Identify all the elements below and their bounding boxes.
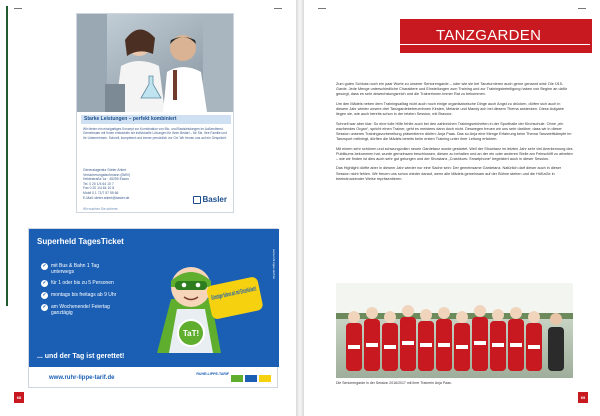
ruhr-lippe-tarif-brand: RUHR-LIPPE-TARIF bbox=[196, 372, 229, 376]
ticket-benefit-item bbox=[41, 280, 121, 287]
dance-team-photo-illustration bbox=[336, 283, 573, 378]
contact-line: Versicherungsfachmann (BWV) bbox=[83, 172, 131, 177]
basler-logo-icon bbox=[193, 196, 201, 204]
ad-photo-chemist bbox=[77, 14, 233, 112]
superhero-mascot-illustration bbox=[147, 255, 265, 353]
ticket-ad-slogan: ... und der Tag ist gerettet! bbox=[37, 353, 125, 360]
check-icon: ✓ bbox=[42, 280, 47, 286]
check-icon: ✓ bbox=[42, 292, 47, 298]
basler-ad-contact bbox=[83, 168, 193, 200]
article-body bbox=[336, 82, 573, 186]
article-paragraph: Um den Mädels neben dem Trainingsalltag nicht auch noch einige organisatorische Dinge auch Angst zu drücken, dürfen sich auch in diesem Jahr wieder unsere drei Tanzgardebetreuerinnen Kirsten, Melanie und Mandy ach bei diesem Thema anstecken. Diese Aufgabe liegen sie, wie auch bereits schon in der letzten Session, mit Bravour. bbox=[336, 101, 564, 117]
page-number-left: 68 bbox=[14, 392, 24, 403]
ticket-benefit-item bbox=[41, 263, 121, 275]
ticket-ad-url-link[interactable]: www.ruhr-lippe-tarif.de bbox=[49, 375, 115, 381]
title-underline bbox=[400, 44, 590, 45]
crop-mark bbox=[318, 8, 326, 9]
basler-insurance-ad[interactable] bbox=[76, 13, 234, 213]
basler-ad-body: Wir bieten ein einzigartiges Konzept zur Kombination von Bio- und Basisleistungen im Außendienst. Gemeinsam mit Ihnen entwickeln wir individuelle Lösungen für Ihren Bedarf – für Sie, Ihre Familie und Ihr Unternehmen. Schnell, kompetent und immer persönlich vor Ort. Wir freuen uns auf ein Gespräch! bbox=[83, 127, 227, 140]
contact-line: Heidestraße 1a · 45259 Essen bbox=[83, 177, 129, 182]
left-page bbox=[0, 0, 296, 416]
transit-logos bbox=[231, 375, 271, 382]
mascot-chest-text: TaT! bbox=[182, 329, 200, 338]
article-paragraph: Das Highlight dürfte aber in diesem Jahr wieder nur eine Sache sein: Der gemeinsame Gardetanz. Natürlich darf dieser auch in dieser Session nicht fehlen. Wir freuen uns schon wieder darauf, wenn alle Mädels gemeinsam auf der Bühne stehen und die HöKaGe in beeindruckender Weise repräsentieren. bbox=[336, 166, 562, 181]
contact-line: Fax 0 20 1/4 64 10 8 bbox=[83, 186, 115, 191]
basler-logo-text: Basler bbox=[202, 195, 227, 204]
crop-mark bbox=[14, 8, 22, 9]
ticket-ad-side-note: www.ruhr-lippe-tarif.de bbox=[272, 249, 276, 280]
ticket-benefit-text: montags bis freitags ab 9 Uhr bbox=[51, 292, 117, 298]
ticket-benefit-text: für 1 oder bis zu 5 Personen bbox=[51, 280, 114, 286]
article-paragraph: Schnell war aber klar: So eine tolle Hilfe fehlte auch bei den zahlreichen Trainingseinheiten in der Sporthalle der Kirchschule. Ohne „ein wachendes Organ“, spricht einen Trainer, geht es meistens dann doch nicht. Deswegen freuen wir uns sehr darüber, dass wir in dieser Session unseres Trainingsvorbereitung präsentieren dürfen: Anja Paas. Das so Anja eine Menge Erfahrung beim Thema Tanzwettkämpfe im Tanzsport mitbringt, dürften die Mädels bereits beim ersten Training unter ihrer Leitung erfahren. bbox=[336, 121, 572, 142]
photo-caption: Die Seniorengarde in der Session 2016/2017 mit ihrer Trainerin Anja Paas. bbox=[336, 381, 452, 385]
basler-ad-tagline: Wir machen Sie sicherer. bbox=[83, 207, 119, 211]
ticket-benefit-text: am Wochenende/ Feiertag ganztägig bbox=[51, 304, 110, 316]
page-gutter bbox=[296, 0, 304, 416]
contact-email[interactable]: E-Mail: dieter.ahlert@basler.de bbox=[83, 195, 130, 200]
section-title: TANZGARDEN bbox=[400, 19, 592, 53]
ticket-benefit-item bbox=[41, 304, 121, 316]
crop-mark bbox=[578, 8, 586, 9]
article-paragraph: Zum guten Schluss noch ein paar Worte zu unserer Seniorengarde – oder wie sie bei Tanzturnieren auch gerne genannt wird: Die Ü15-Garde. Jede Menge unterschiedliche Charaktere und Einstellungen zum Training und zur Trainingsbeteiligung haben von Beginn an dafür gesorgt, dass es sehr abwechslungsreich und die Trainerinnen immer Rat zu bekommen. bbox=[336, 82, 568, 97]
ticket-benefit-list bbox=[41, 263, 121, 321]
page-edge-rule bbox=[6, 6, 8, 306]
contact-line: Tel. 0 20 1/4 64 10 7 bbox=[83, 181, 114, 186]
ticket-benefit-text: mit Bus & Bahn 1 Tag unterwegs bbox=[51, 263, 99, 275]
contact-line: Mobil 0 1 71/7 57 55 66 bbox=[83, 190, 119, 195]
contact-line: Generalagentur Dieter Ahlert bbox=[83, 168, 127, 172]
right-page bbox=[304, 0, 600, 416]
ticket-ad-heading: Superheld TagesTicket bbox=[37, 237, 124, 246]
article-paragraph: Mit einem sehr schönen und schwungvollen neuen Gardetanz wurde gestartet. Weil der Showtanz im letzten Jahr sehr viel Anerkennung des Publikums bekommen hat, wurde gemeinsam beschlossen, diesen zu behalten und an der ein oder anderen Stelle am Feinschliff zu arbeiten – wie wir finden ist dies auch sehr gut gelungen und der Showtanz „Crashkurs: Smartphone“ begeistert auch in dieser Session. bbox=[336, 146, 573, 161]
team-photo bbox=[336, 283, 573, 378]
basler-ad-headline: Starke Leistungen – perfekt kombiniert bbox=[81, 115, 231, 124]
page-number-right: 69 bbox=[578, 392, 588, 403]
basler-logo bbox=[193, 195, 227, 204]
superheld-tagesticket-ad[interactable] bbox=[28, 228, 278, 388]
transit-logo-blue bbox=[245, 375, 257, 382]
transit-logo-yellow bbox=[259, 375, 271, 382]
crop-mark bbox=[274, 8, 282, 9]
ticket-benefit-item bbox=[41, 292, 121, 299]
transit-logo-green bbox=[231, 375, 243, 382]
chemist-photo-illustration bbox=[77, 14, 233, 112]
check-icon: ✓ bbox=[42, 263, 47, 269]
check-icon: ✓ bbox=[42, 304, 47, 310]
